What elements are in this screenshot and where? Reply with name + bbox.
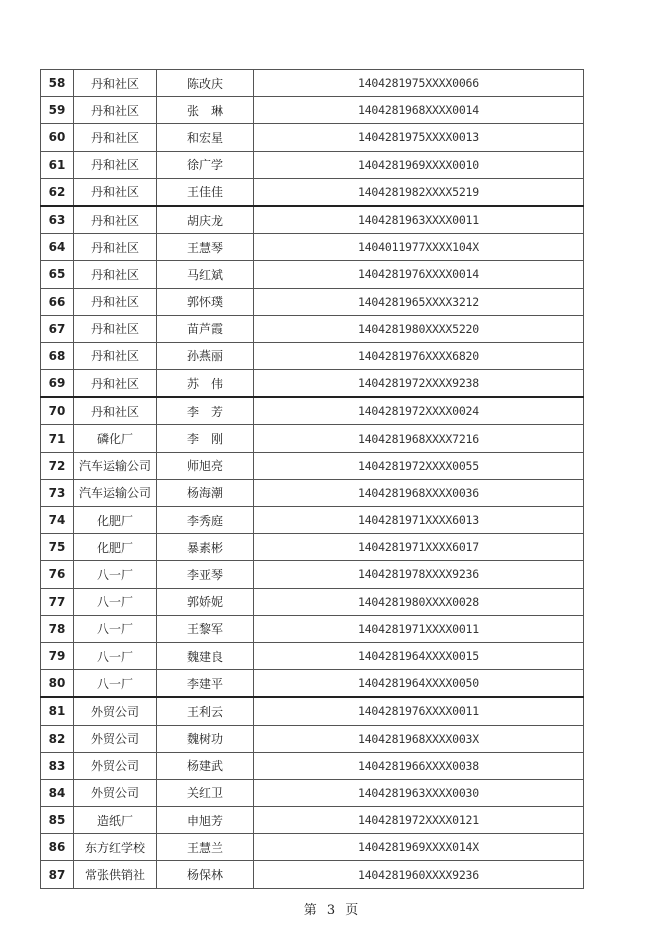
work-unit: 八一厂 [74, 615, 157, 642]
person-name: 张 琳 [157, 97, 254, 124]
roster-table [40, 69, 584, 889]
footer-prefix: 第 [303, 903, 317, 918]
work-unit: 造纸厂 [74, 807, 157, 834]
person-name: 和宏星 [157, 124, 254, 151]
row-number: 87 [41, 861, 74, 888]
person-name: 李 芳 [157, 397, 254, 425]
table-row [41, 670, 584, 698]
roster-sheet [40, 69, 583, 889]
id-number: 1404011977XXXX104X [254, 234, 584, 261]
person-name: 魏建良 [157, 642, 254, 669]
page-number: 3 [326, 903, 336, 918]
work-unit: 外贸公司 [74, 779, 157, 806]
person-name: 孙燕丽 [157, 342, 254, 369]
table-row [41, 561, 584, 588]
person-name: 李建平 [157, 670, 254, 698]
row-number: 70 [41, 397, 74, 425]
person-name: 杨建武 [157, 752, 254, 779]
id-number: 1404281968XXXX7216 [254, 425, 584, 452]
table-row [41, 315, 584, 342]
person-name: 郭怀璞 [157, 288, 254, 315]
id-number: 1404281969XXXX014X [254, 834, 584, 861]
table-row [41, 861, 584, 888]
person-name: 申旭芳 [157, 807, 254, 834]
work-unit: 丹和社区 [74, 315, 157, 342]
work-unit: 外贸公司 [74, 752, 157, 779]
person-name: 郭娇妮 [157, 588, 254, 615]
work-unit: 丹和社区 [74, 288, 157, 315]
work-unit: 磷化厂 [74, 425, 157, 452]
row-number: 64 [41, 234, 74, 261]
row-number: 85 [41, 807, 74, 834]
table-row [41, 642, 584, 669]
work-unit: 丹和社区 [74, 397, 157, 425]
work-unit: 八一厂 [74, 588, 157, 615]
id-number: 1404281964XXXX0015 [254, 642, 584, 669]
row-number: 82 [41, 725, 74, 752]
id-number: 1404281972XXXX0024 [254, 397, 584, 425]
row-number: 60 [41, 124, 74, 151]
id-number: 1404281972XXXX0121 [254, 807, 584, 834]
table-row [41, 70, 584, 97]
id-number: 1404281972XXXX9238 [254, 370, 584, 398]
table-row [41, 342, 584, 369]
person-name: 马红斌 [157, 261, 254, 288]
table-row [41, 479, 584, 506]
table-row [41, 452, 584, 479]
table-row [41, 97, 584, 124]
table-row [41, 370, 584, 398]
table-row [41, 615, 584, 642]
table-row [41, 178, 584, 206]
id-number: 1404281969XXXX0010 [254, 151, 584, 178]
id-number: 1404281975XXXX0013 [254, 124, 584, 151]
id-number: 1404281963XXXX0011 [254, 206, 584, 234]
row-number: 68 [41, 342, 74, 369]
row-number: 69 [41, 370, 74, 398]
row-number: 65 [41, 261, 74, 288]
row-number: 62 [41, 178, 74, 206]
person-name: 魏树功 [157, 725, 254, 752]
row-number: 76 [41, 561, 74, 588]
work-unit: 丹和社区 [74, 97, 157, 124]
work-unit: 化肥厂 [74, 534, 157, 561]
row-number: 86 [41, 834, 74, 861]
work-unit: 丹和社区 [74, 234, 157, 261]
id-number: 1404281963XXXX0030 [254, 779, 584, 806]
work-unit: 八一厂 [74, 670, 157, 698]
person-name: 杨保林 [157, 861, 254, 888]
work-unit: 丹和社区 [74, 124, 157, 151]
person-name: 徐广学 [157, 151, 254, 178]
id-number: 1404281971XXXX0011 [254, 615, 584, 642]
id-number: 1404281960XXXX9236 [254, 861, 584, 888]
id-number: 1404281980XXXX5220 [254, 315, 584, 342]
work-unit: 丹和社区 [74, 342, 157, 369]
person-name: 苏 伟 [157, 370, 254, 398]
id-number: 1404281976XXXX0014 [254, 261, 584, 288]
work-unit: 丹和社区 [74, 151, 157, 178]
work-unit: 八一厂 [74, 642, 157, 669]
table-row [41, 697, 584, 725]
id-number: 1404281982XXXX5219 [254, 178, 584, 206]
table-row [41, 507, 584, 534]
row-number: 71 [41, 425, 74, 452]
roster-body [41, 70, 584, 889]
id-number: 1404281978XXXX9236 [254, 561, 584, 588]
person-name: 苗芦霞 [157, 315, 254, 342]
table-row [41, 588, 584, 615]
id-number: 1404281971XXXX6017 [254, 534, 584, 561]
work-unit: 外贸公司 [74, 725, 157, 752]
table-row [41, 752, 584, 779]
work-unit: 丹和社区 [74, 206, 157, 234]
table-row [41, 807, 584, 834]
person-name: 王慧兰 [157, 834, 254, 861]
id-number: 1404281968XXXX0014 [254, 97, 584, 124]
footer-suffix: 页 [345, 903, 359, 918]
row-number: 80 [41, 670, 74, 698]
person-name: 关红卫 [157, 779, 254, 806]
row-number: 63 [41, 206, 74, 234]
work-unit: 常张供销社 [74, 861, 157, 888]
table-row [41, 261, 584, 288]
row-number: 78 [41, 615, 74, 642]
id-number: 1404281968XXXX0036 [254, 479, 584, 506]
person-name: 杨海潮 [157, 479, 254, 506]
id-number: 1404281966XXXX0038 [254, 752, 584, 779]
id-number: 1404281965XXXX3212 [254, 288, 584, 315]
work-unit: 外贸公司 [74, 697, 157, 725]
row-number: 73 [41, 479, 74, 506]
table-row [41, 234, 584, 261]
table-row [41, 725, 584, 752]
table-row [41, 534, 584, 561]
table-row [41, 397, 584, 425]
id-number: 1404281976XXXX0011 [254, 697, 584, 725]
table-row [41, 124, 584, 151]
id-number: 1404281964XXXX0050 [254, 670, 584, 698]
row-number: 75 [41, 534, 74, 561]
work-unit: 汽车运输公司 [74, 452, 157, 479]
id-number: 1404281976XXXX6820 [254, 342, 584, 369]
person-name: 李 刚 [157, 425, 254, 452]
person-name: 胡庆龙 [157, 206, 254, 234]
work-unit: 丹和社区 [74, 70, 157, 97]
id-number: 1404281968XXXX003X [254, 725, 584, 752]
table-row [41, 206, 584, 234]
row-number: 79 [41, 642, 74, 669]
id-number: 1404281972XXXX0055 [254, 452, 584, 479]
table-row [41, 779, 584, 806]
person-name: 王利云 [157, 697, 254, 725]
work-unit: 八一厂 [74, 561, 157, 588]
person-name: 师旭亮 [157, 452, 254, 479]
row-number: 81 [41, 697, 74, 725]
work-unit: 东方红学校 [74, 834, 157, 861]
row-number: 77 [41, 588, 74, 615]
person-name: 王慧琴 [157, 234, 254, 261]
person-name: 陈改庆 [157, 70, 254, 97]
person-name: 王佳佳 [157, 178, 254, 206]
table-row [41, 151, 584, 178]
page-footer [0, 899, 662, 918]
work-unit: 汽车运输公司 [74, 479, 157, 506]
id-number: 1404281980XXXX0028 [254, 588, 584, 615]
table-row [41, 834, 584, 861]
row-number: 58 [41, 70, 74, 97]
row-number: 74 [41, 507, 74, 534]
id-number: 1404281975XXXX0066 [254, 70, 584, 97]
id-number: 1404281971XXXX6013 [254, 507, 584, 534]
table-row [41, 425, 584, 452]
person-name: 王黎军 [157, 615, 254, 642]
work-unit: 丹和社区 [74, 261, 157, 288]
work-unit: 丹和社区 [74, 178, 157, 206]
work-unit: 丹和社区 [74, 370, 157, 398]
row-number: 67 [41, 315, 74, 342]
person-name: 李亚琴 [157, 561, 254, 588]
row-number: 66 [41, 288, 74, 315]
work-unit: 化肥厂 [74, 507, 157, 534]
row-number: 83 [41, 752, 74, 779]
table-row [41, 288, 584, 315]
row-number: 84 [41, 779, 74, 806]
person-name: 李秀庭 [157, 507, 254, 534]
row-number: 72 [41, 452, 74, 479]
person-name: 暴素彬 [157, 534, 254, 561]
row-number: 61 [41, 151, 74, 178]
row-number: 59 [41, 97, 74, 124]
